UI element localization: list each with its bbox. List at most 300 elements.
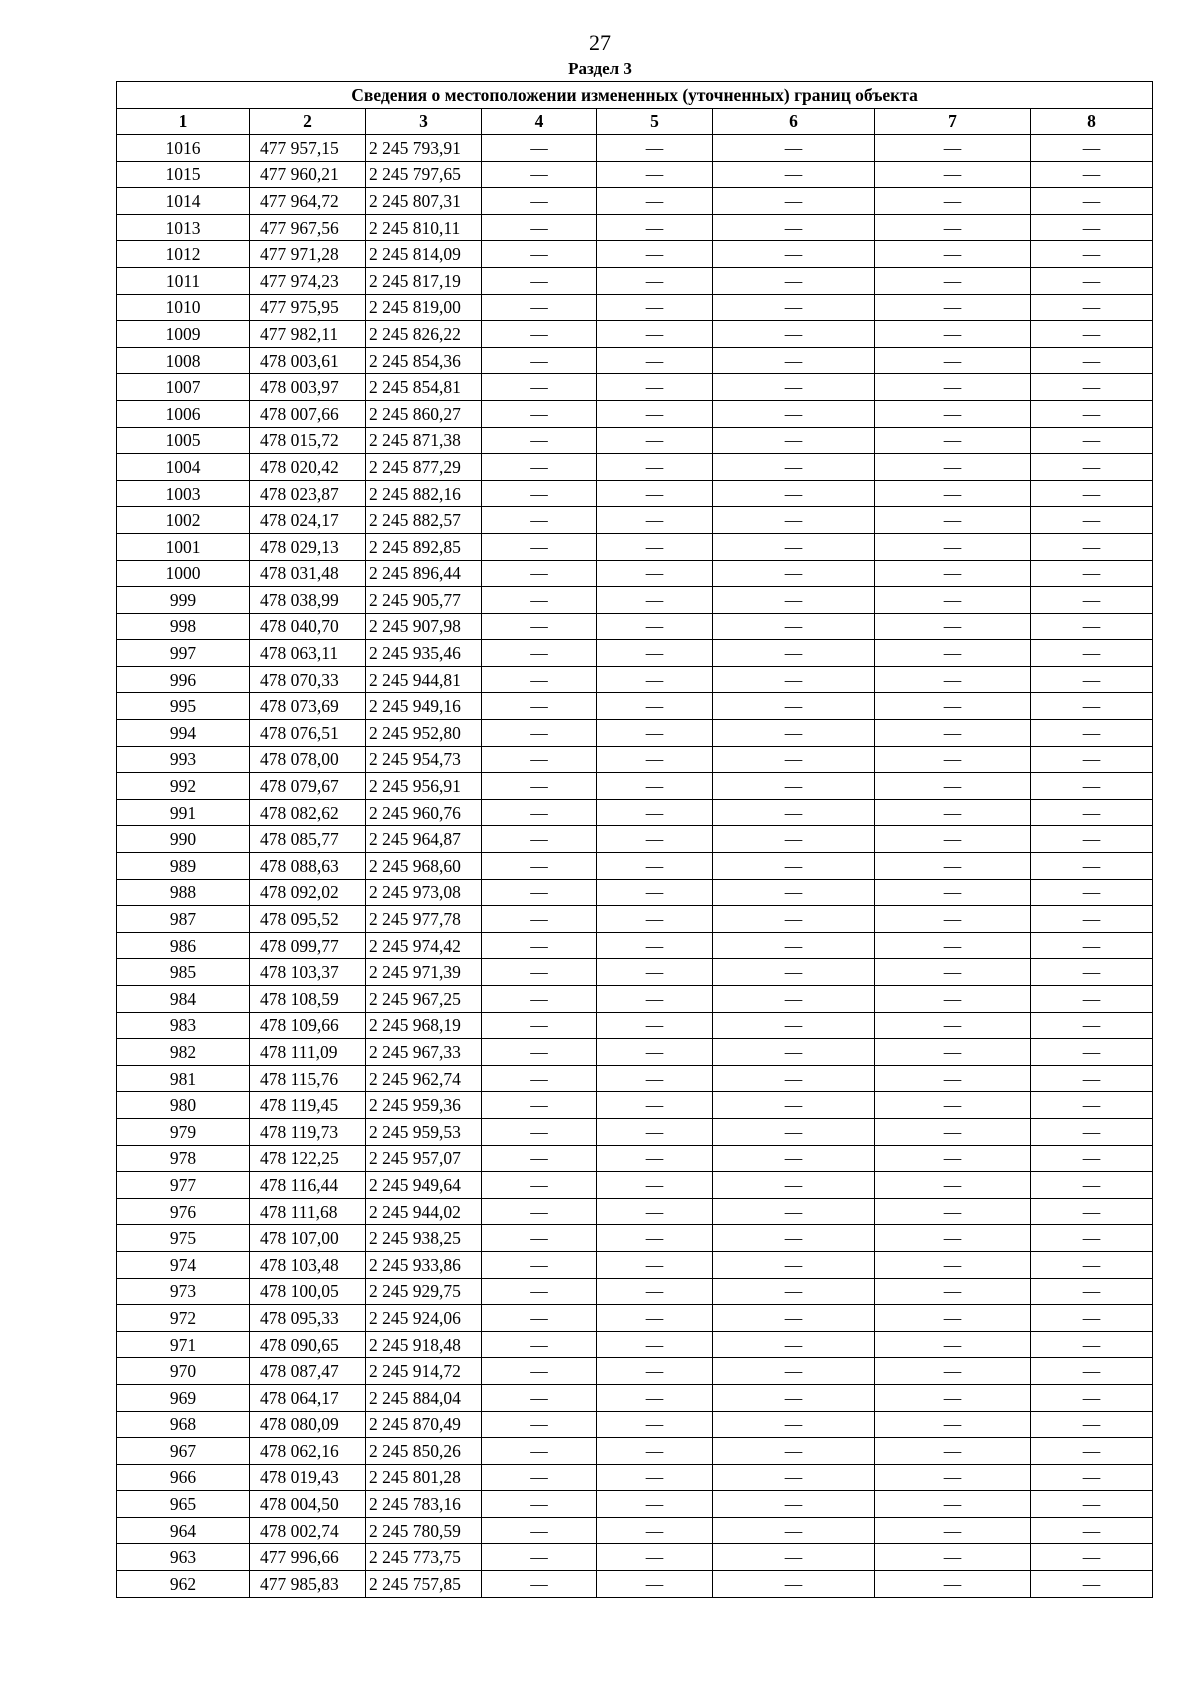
column-header-1: 1 bbox=[117, 109, 250, 135]
empty-value-cell: — bbox=[597, 347, 713, 374]
empty-value-cell: — bbox=[875, 1145, 1031, 1172]
empty-value-cell: — bbox=[1031, 1544, 1153, 1571]
empty-value-cell: — bbox=[482, 400, 597, 427]
empty-value-cell: — bbox=[713, 1571, 875, 1598]
empty-value-cell: — bbox=[875, 321, 1031, 348]
empty-value-cell: — bbox=[597, 1331, 713, 1358]
empty-value-cell: — bbox=[875, 1464, 1031, 1491]
y-coordinate-cell: 2 245 924,06 bbox=[366, 1305, 482, 1332]
y-coordinate-cell: 2 245 807,31 bbox=[366, 188, 482, 215]
table-row bbox=[117, 1039, 1153, 1066]
y-coordinate-cell: 2 245 967,25 bbox=[366, 986, 482, 1013]
empty-value-cell: — bbox=[597, 1517, 713, 1544]
empty-value-cell: — bbox=[482, 1544, 597, 1571]
y-coordinate-cell: 2 245 819,00 bbox=[366, 294, 482, 321]
empty-value-cell: — bbox=[875, 1092, 1031, 1119]
empty-value-cell: — bbox=[597, 533, 713, 560]
empty-value-cell: — bbox=[482, 294, 597, 321]
empty-value-cell: — bbox=[713, 746, 875, 773]
empty-value-cell: — bbox=[713, 241, 875, 268]
y-coordinate-cell: 2 245 944,81 bbox=[366, 666, 482, 693]
empty-value-cell: — bbox=[875, 826, 1031, 853]
y-coordinate-cell: 2 245 971,39 bbox=[366, 959, 482, 986]
empty-value-cell: — bbox=[1031, 427, 1153, 454]
point-number-cell: 988 bbox=[117, 879, 250, 906]
y-coordinate-cell: 2 245 968,19 bbox=[366, 1012, 482, 1039]
y-coordinate-cell: 2 245 817,19 bbox=[366, 267, 482, 294]
empty-value-cell: — bbox=[482, 427, 597, 454]
empty-value-cell: — bbox=[1031, 1278, 1153, 1305]
y-coordinate-cell: 2 245 884,04 bbox=[366, 1384, 482, 1411]
empty-value-cell: — bbox=[1031, 1039, 1153, 1066]
empty-value-cell: — bbox=[1031, 1065, 1153, 1092]
table-row bbox=[117, 321, 1153, 348]
x-coordinate-cell: 478 073,69 bbox=[250, 693, 366, 720]
table-row bbox=[117, 1065, 1153, 1092]
empty-value-cell: — bbox=[713, 480, 875, 507]
empty-value-cell: — bbox=[482, 1305, 597, 1332]
table-row bbox=[117, 986, 1153, 1013]
empty-value-cell: — bbox=[1031, 1118, 1153, 1145]
empty-value-cell: — bbox=[875, 241, 1031, 268]
point-number-cell: 974 bbox=[117, 1251, 250, 1278]
x-coordinate-cell: 478 092,02 bbox=[250, 879, 366, 906]
empty-value-cell: — bbox=[597, 1464, 713, 1491]
empty-value-cell: — bbox=[597, 294, 713, 321]
y-coordinate-cell: 2 245 964,87 bbox=[366, 826, 482, 853]
empty-value-cell: — bbox=[482, 347, 597, 374]
y-coordinate-cell: 2 245 826,22 bbox=[366, 321, 482, 348]
coordinates-table bbox=[116, 81, 1153, 1598]
x-coordinate-cell: 478 100,05 bbox=[250, 1278, 366, 1305]
empty-value-cell: — bbox=[482, 773, 597, 800]
empty-value-cell: — bbox=[1031, 214, 1153, 241]
point-number-cell: 989 bbox=[117, 853, 250, 880]
empty-value-cell: — bbox=[597, 427, 713, 454]
empty-value-cell: — bbox=[597, 1172, 713, 1199]
empty-value-cell: — bbox=[482, 161, 597, 188]
table-row bbox=[117, 533, 1153, 560]
y-coordinate-cell: 2 245 956,91 bbox=[366, 773, 482, 800]
x-coordinate-cell: 478 002,74 bbox=[250, 1517, 366, 1544]
x-coordinate-cell: 478 024,17 bbox=[250, 507, 366, 534]
table-row bbox=[117, 640, 1153, 667]
empty-value-cell: — bbox=[875, 1544, 1031, 1571]
table-row bbox=[117, 507, 1153, 534]
table-row bbox=[117, 1278, 1153, 1305]
point-number-cell: 1007 bbox=[117, 374, 250, 401]
empty-value-cell: — bbox=[482, 241, 597, 268]
empty-value-cell: — bbox=[713, 853, 875, 880]
empty-value-cell: — bbox=[1031, 666, 1153, 693]
x-coordinate-cell: 477 957,15 bbox=[250, 135, 366, 162]
section-title: Раздел 3 bbox=[568, 59, 632, 78]
empty-value-cell: — bbox=[1031, 959, 1153, 986]
empty-value-cell: — bbox=[597, 135, 713, 162]
empty-value-cell: — bbox=[713, 826, 875, 853]
x-coordinate-cell: 478 029,13 bbox=[250, 533, 366, 560]
empty-value-cell: — bbox=[482, 1198, 597, 1225]
empty-value-cell: — bbox=[482, 533, 597, 560]
table-row bbox=[117, 587, 1153, 614]
point-number-cell: 968 bbox=[117, 1411, 250, 1438]
point-number-cell: 992 bbox=[117, 773, 250, 800]
empty-value-cell: — bbox=[875, 1411, 1031, 1438]
x-coordinate-cell: 477 996,66 bbox=[250, 1544, 366, 1571]
x-coordinate-cell: 478 020,42 bbox=[250, 454, 366, 481]
table-row bbox=[117, 613, 1153, 640]
table-row bbox=[117, 773, 1153, 800]
empty-value-cell: — bbox=[597, 587, 713, 614]
x-coordinate-cell: 478 031,48 bbox=[250, 560, 366, 587]
empty-value-cell: — bbox=[597, 799, 713, 826]
empty-value-cell: — bbox=[482, 613, 597, 640]
point-number-cell: 981 bbox=[117, 1065, 250, 1092]
y-coordinate-cell: 2 245 854,81 bbox=[366, 374, 482, 401]
empty-value-cell: — bbox=[875, 773, 1031, 800]
table-row bbox=[117, 1225, 1153, 1252]
empty-value-cell: — bbox=[713, 720, 875, 747]
empty-value-cell: — bbox=[713, 959, 875, 986]
empty-value-cell: — bbox=[713, 1384, 875, 1411]
empty-value-cell: — bbox=[1031, 1331, 1153, 1358]
point-number-cell: 1003 bbox=[117, 480, 250, 507]
x-coordinate-cell: 478 111,68 bbox=[250, 1198, 366, 1225]
y-coordinate-cell: 2 245 850,26 bbox=[366, 1438, 482, 1465]
empty-value-cell: — bbox=[875, 853, 1031, 880]
empty-value-cell: — bbox=[1031, 986, 1153, 1013]
empty-value-cell: — bbox=[1031, 1198, 1153, 1225]
empty-value-cell: — bbox=[597, 480, 713, 507]
empty-value-cell: — bbox=[482, 1438, 597, 1465]
table-row bbox=[117, 959, 1153, 986]
table-row bbox=[117, 480, 1153, 507]
empty-value-cell: — bbox=[875, 1438, 1031, 1465]
empty-value-cell: — bbox=[875, 267, 1031, 294]
y-coordinate-cell: 2 245 959,53 bbox=[366, 1118, 482, 1145]
empty-value-cell: — bbox=[482, 1464, 597, 1491]
empty-value-cell: — bbox=[482, 746, 597, 773]
empty-value-cell: — bbox=[875, 1358, 1031, 1385]
table-row bbox=[117, 427, 1153, 454]
empty-value-cell: — bbox=[713, 427, 875, 454]
empty-value-cell: — bbox=[1031, 1358, 1153, 1385]
empty-value-cell: — bbox=[875, 932, 1031, 959]
empty-value-cell: — bbox=[1031, 773, 1153, 800]
x-coordinate-cell: 478 122,25 bbox=[250, 1145, 366, 1172]
empty-value-cell: — bbox=[1031, 1384, 1153, 1411]
empty-value-cell: — bbox=[482, 507, 597, 534]
table-row bbox=[117, 666, 1153, 693]
empty-value-cell: — bbox=[597, 826, 713, 853]
empty-value-cell: — bbox=[597, 1065, 713, 1092]
empty-value-cell: — bbox=[597, 853, 713, 880]
table-row bbox=[117, 1012, 1153, 1039]
empty-value-cell: — bbox=[1031, 1225, 1153, 1252]
point-number-cell: 966 bbox=[117, 1464, 250, 1491]
y-coordinate-cell: 2 245 907,98 bbox=[366, 613, 482, 640]
empty-value-cell: — bbox=[713, 932, 875, 959]
empty-value-cell: — bbox=[482, 879, 597, 906]
empty-value-cell: — bbox=[1031, 161, 1153, 188]
x-coordinate-cell: 478 095,52 bbox=[250, 906, 366, 933]
y-coordinate-cell: 2 245 949,16 bbox=[366, 693, 482, 720]
point-number-cell: 998 bbox=[117, 613, 250, 640]
x-coordinate-cell: 478 115,76 bbox=[250, 1065, 366, 1092]
empty-value-cell: — bbox=[875, 1305, 1031, 1332]
empty-value-cell: — bbox=[713, 587, 875, 614]
empty-value-cell: — bbox=[482, 986, 597, 1013]
empty-value-cell: — bbox=[1031, 1464, 1153, 1491]
empty-value-cell: — bbox=[597, 241, 713, 268]
empty-value-cell: — bbox=[482, 1251, 597, 1278]
empty-value-cell: — bbox=[875, 1251, 1031, 1278]
table-row bbox=[117, 1118, 1153, 1145]
empty-value-cell: — bbox=[1031, 454, 1153, 481]
empty-value-cell: — bbox=[713, 188, 875, 215]
x-coordinate-cell: 478 076,51 bbox=[250, 720, 366, 747]
empty-value-cell: — bbox=[597, 400, 713, 427]
empty-value-cell: — bbox=[597, 1384, 713, 1411]
point-number-cell: 993 bbox=[117, 746, 250, 773]
point-number-cell: 985 bbox=[117, 959, 250, 986]
x-coordinate-cell: 478 019,43 bbox=[250, 1464, 366, 1491]
empty-value-cell: — bbox=[597, 1411, 713, 1438]
empty-value-cell: — bbox=[875, 640, 1031, 667]
point-number-cell: 1014 bbox=[117, 188, 250, 215]
y-coordinate-cell: 2 245 773,75 bbox=[366, 1544, 482, 1571]
empty-value-cell: — bbox=[597, 1145, 713, 1172]
empty-value-cell: — bbox=[875, 1331, 1031, 1358]
empty-value-cell: — bbox=[713, 879, 875, 906]
table-row bbox=[117, 1464, 1153, 1491]
empty-value-cell: — bbox=[482, 188, 597, 215]
empty-value-cell: — bbox=[597, 267, 713, 294]
empty-value-cell: — bbox=[597, 959, 713, 986]
empty-value-cell: — bbox=[597, 1198, 713, 1225]
y-coordinate-cell: 2 245 870,49 bbox=[366, 1411, 482, 1438]
point-number-cell: 990 bbox=[117, 826, 250, 853]
y-coordinate-cell: 2 245 882,57 bbox=[366, 507, 482, 534]
empty-value-cell: — bbox=[713, 1145, 875, 1172]
point-number-cell: 969 bbox=[117, 1384, 250, 1411]
point-number-cell: 973 bbox=[117, 1278, 250, 1305]
empty-value-cell: — bbox=[713, 161, 875, 188]
point-number-cell: 977 bbox=[117, 1172, 250, 1199]
empty-value-cell: — bbox=[1031, 826, 1153, 853]
empty-value-cell: — bbox=[597, 693, 713, 720]
empty-value-cell: — bbox=[713, 773, 875, 800]
empty-value-cell: — bbox=[875, 1491, 1031, 1518]
empty-value-cell: — bbox=[597, 1012, 713, 1039]
x-coordinate-cell: 478 116,44 bbox=[250, 1172, 366, 1199]
empty-value-cell: — bbox=[713, 1198, 875, 1225]
empty-value-cell: — bbox=[482, 1065, 597, 1092]
table-row bbox=[117, 1251, 1153, 1278]
table-row bbox=[117, 1438, 1153, 1465]
empty-value-cell: — bbox=[875, 427, 1031, 454]
empty-value-cell: — bbox=[875, 613, 1031, 640]
empty-value-cell: — bbox=[597, 720, 713, 747]
empty-value-cell: — bbox=[875, 1384, 1031, 1411]
empty-value-cell: — bbox=[713, 1092, 875, 1119]
y-coordinate-cell: 2 245 960,76 bbox=[366, 799, 482, 826]
empty-value-cell: — bbox=[713, 135, 875, 162]
table-row bbox=[117, 1172, 1153, 1199]
empty-value-cell: — bbox=[1031, 1145, 1153, 1172]
point-number-cell: 982 bbox=[117, 1039, 250, 1066]
empty-value-cell: — bbox=[1031, 1092, 1153, 1119]
empty-value-cell: — bbox=[875, 1198, 1031, 1225]
y-coordinate-cell: 2 245 967,33 bbox=[366, 1039, 482, 1066]
table-row bbox=[117, 1092, 1153, 1119]
point-number-cell: 1000 bbox=[117, 560, 250, 587]
y-coordinate-cell: 2 245 944,02 bbox=[366, 1198, 482, 1225]
empty-value-cell: — bbox=[875, 294, 1031, 321]
table-header-row bbox=[117, 109, 1153, 135]
table-row bbox=[117, 1305, 1153, 1332]
table-row bbox=[117, 720, 1153, 747]
point-number-cell: 980 bbox=[117, 1092, 250, 1119]
empty-value-cell: — bbox=[1031, 746, 1153, 773]
y-coordinate-cell: 2 245 973,08 bbox=[366, 879, 482, 906]
empty-value-cell: — bbox=[1031, 853, 1153, 880]
empty-value-cell: — bbox=[1031, 799, 1153, 826]
point-number-cell: 1001 bbox=[117, 533, 250, 560]
empty-value-cell: — bbox=[1031, 587, 1153, 614]
x-coordinate-cell: 478 015,72 bbox=[250, 427, 366, 454]
x-coordinate-cell: 478 085,77 bbox=[250, 826, 366, 853]
empty-value-cell: — bbox=[482, 454, 597, 481]
x-coordinate-cell: 477 985,83 bbox=[250, 1571, 366, 1598]
x-coordinate-cell: 478 088,63 bbox=[250, 853, 366, 880]
empty-value-cell: — bbox=[875, 959, 1031, 986]
empty-value-cell: — bbox=[713, 986, 875, 1013]
y-coordinate-cell: 2 245 814,09 bbox=[366, 241, 482, 268]
y-coordinate-cell: 2 245 780,59 bbox=[366, 1517, 482, 1544]
point-number-cell: 996 bbox=[117, 666, 250, 693]
empty-value-cell: — bbox=[482, 1517, 597, 1544]
empty-value-cell: — bbox=[1031, 932, 1153, 959]
point-number-cell: 967 bbox=[117, 1438, 250, 1465]
empty-value-cell: — bbox=[482, 1491, 597, 1518]
point-number-cell: 983 bbox=[117, 1012, 250, 1039]
empty-value-cell: — bbox=[482, 640, 597, 667]
table-row bbox=[117, 1571, 1153, 1598]
empty-value-cell: — bbox=[597, 1305, 713, 1332]
table-row bbox=[117, 454, 1153, 481]
y-coordinate-cell: 2 245 974,42 bbox=[366, 932, 482, 959]
empty-value-cell: — bbox=[1031, 400, 1153, 427]
empty-value-cell: — bbox=[482, 1225, 597, 1252]
empty-value-cell: — bbox=[597, 613, 713, 640]
empty-value-cell: — bbox=[875, 666, 1031, 693]
empty-value-cell: — bbox=[1031, 879, 1153, 906]
empty-value-cell: — bbox=[875, 799, 1031, 826]
empty-value-cell: — bbox=[875, 374, 1031, 401]
empty-value-cell: — bbox=[482, 959, 597, 986]
empty-value-cell: — bbox=[875, 1571, 1031, 1598]
empty-value-cell: — bbox=[713, 1331, 875, 1358]
point-number-cell: 1002 bbox=[117, 507, 250, 534]
y-coordinate-cell: 2 245 810,11 bbox=[366, 214, 482, 241]
x-coordinate-cell: 478 062,16 bbox=[250, 1438, 366, 1465]
y-coordinate-cell: 2 245 952,80 bbox=[366, 720, 482, 747]
empty-value-cell: — bbox=[1031, 294, 1153, 321]
empty-value-cell: — bbox=[875, 1172, 1031, 1199]
empty-value-cell: — bbox=[713, 1251, 875, 1278]
empty-value-cell: — bbox=[713, 1039, 875, 1066]
empty-value-cell: — bbox=[875, 746, 1031, 773]
x-coordinate-cell: 478 090,65 bbox=[250, 1331, 366, 1358]
y-coordinate-cell: 2 245 882,16 bbox=[366, 480, 482, 507]
empty-value-cell: — bbox=[1031, 613, 1153, 640]
y-coordinate-cell: 2 245 957,07 bbox=[366, 1145, 482, 1172]
x-coordinate-cell: 478 095,33 bbox=[250, 1305, 366, 1332]
x-coordinate-cell: 478 003,97 bbox=[250, 374, 366, 401]
x-coordinate-cell: 477 982,11 bbox=[250, 321, 366, 348]
point-number-cell: 986 bbox=[117, 932, 250, 959]
empty-value-cell: — bbox=[482, 932, 597, 959]
table-row bbox=[117, 188, 1153, 215]
empty-value-cell: — bbox=[482, 374, 597, 401]
empty-value-cell: — bbox=[597, 986, 713, 1013]
empty-value-cell: — bbox=[713, 906, 875, 933]
empty-value-cell: — bbox=[1031, 1172, 1153, 1199]
empty-value-cell: — bbox=[875, 879, 1031, 906]
y-coordinate-cell: 2 245 962,74 bbox=[366, 1065, 482, 1092]
x-coordinate-cell: 478 119,73 bbox=[250, 1118, 366, 1145]
empty-value-cell: — bbox=[875, 400, 1031, 427]
empty-value-cell: — bbox=[482, 1331, 597, 1358]
point-number-cell: 979 bbox=[117, 1118, 250, 1145]
point-number-cell: 987 bbox=[117, 906, 250, 933]
empty-value-cell: — bbox=[875, 1278, 1031, 1305]
table-row bbox=[117, 1358, 1153, 1385]
empty-value-cell: — bbox=[482, 1571, 597, 1598]
table-row bbox=[117, 560, 1153, 587]
empty-value-cell: — bbox=[597, 454, 713, 481]
x-coordinate-cell: 478 007,66 bbox=[250, 400, 366, 427]
x-coordinate-cell: 478 040,70 bbox=[250, 613, 366, 640]
y-coordinate-cell: 2 245 968,60 bbox=[366, 853, 482, 880]
empty-value-cell: — bbox=[1031, 321, 1153, 348]
empty-value-cell: — bbox=[482, 1411, 597, 1438]
empty-value-cell: — bbox=[713, 1517, 875, 1544]
point-number-cell: 976 bbox=[117, 1198, 250, 1225]
point-number-cell: 978 bbox=[117, 1145, 250, 1172]
x-coordinate-cell: 477 967,56 bbox=[250, 214, 366, 241]
point-number-cell: 1011 bbox=[117, 267, 250, 294]
empty-value-cell: — bbox=[713, 613, 875, 640]
table-row bbox=[117, 826, 1153, 853]
empty-value-cell: — bbox=[597, 746, 713, 773]
empty-value-cell: — bbox=[597, 666, 713, 693]
point-number-cell: 1012 bbox=[117, 241, 250, 268]
y-coordinate-cell: 2 245 914,72 bbox=[366, 1358, 482, 1385]
empty-value-cell: — bbox=[482, 720, 597, 747]
page-number: 27 bbox=[589, 30, 611, 55]
y-coordinate-cell: 2 245 793,91 bbox=[366, 135, 482, 162]
y-coordinate-cell: 2 245 801,28 bbox=[366, 1464, 482, 1491]
x-coordinate-cell: 478 107,00 bbox=[250, 1225, 366, 1252]
empty-value-cell: — bbox=[1031, 533, 1153, 560]
empty-value-cell: — bbox=[713, 1118, 875, 1145]
empty-value-cell: — bbox=[482, 1145, 597, 1172]
empty-value-cell: — bbox=[875, 533, 1031, 560]
empty-value-cell: — bbox=[1031, 560, 1153, 587]
empty-value-cell: — bbox=[482, 1358, 597, 1385]
